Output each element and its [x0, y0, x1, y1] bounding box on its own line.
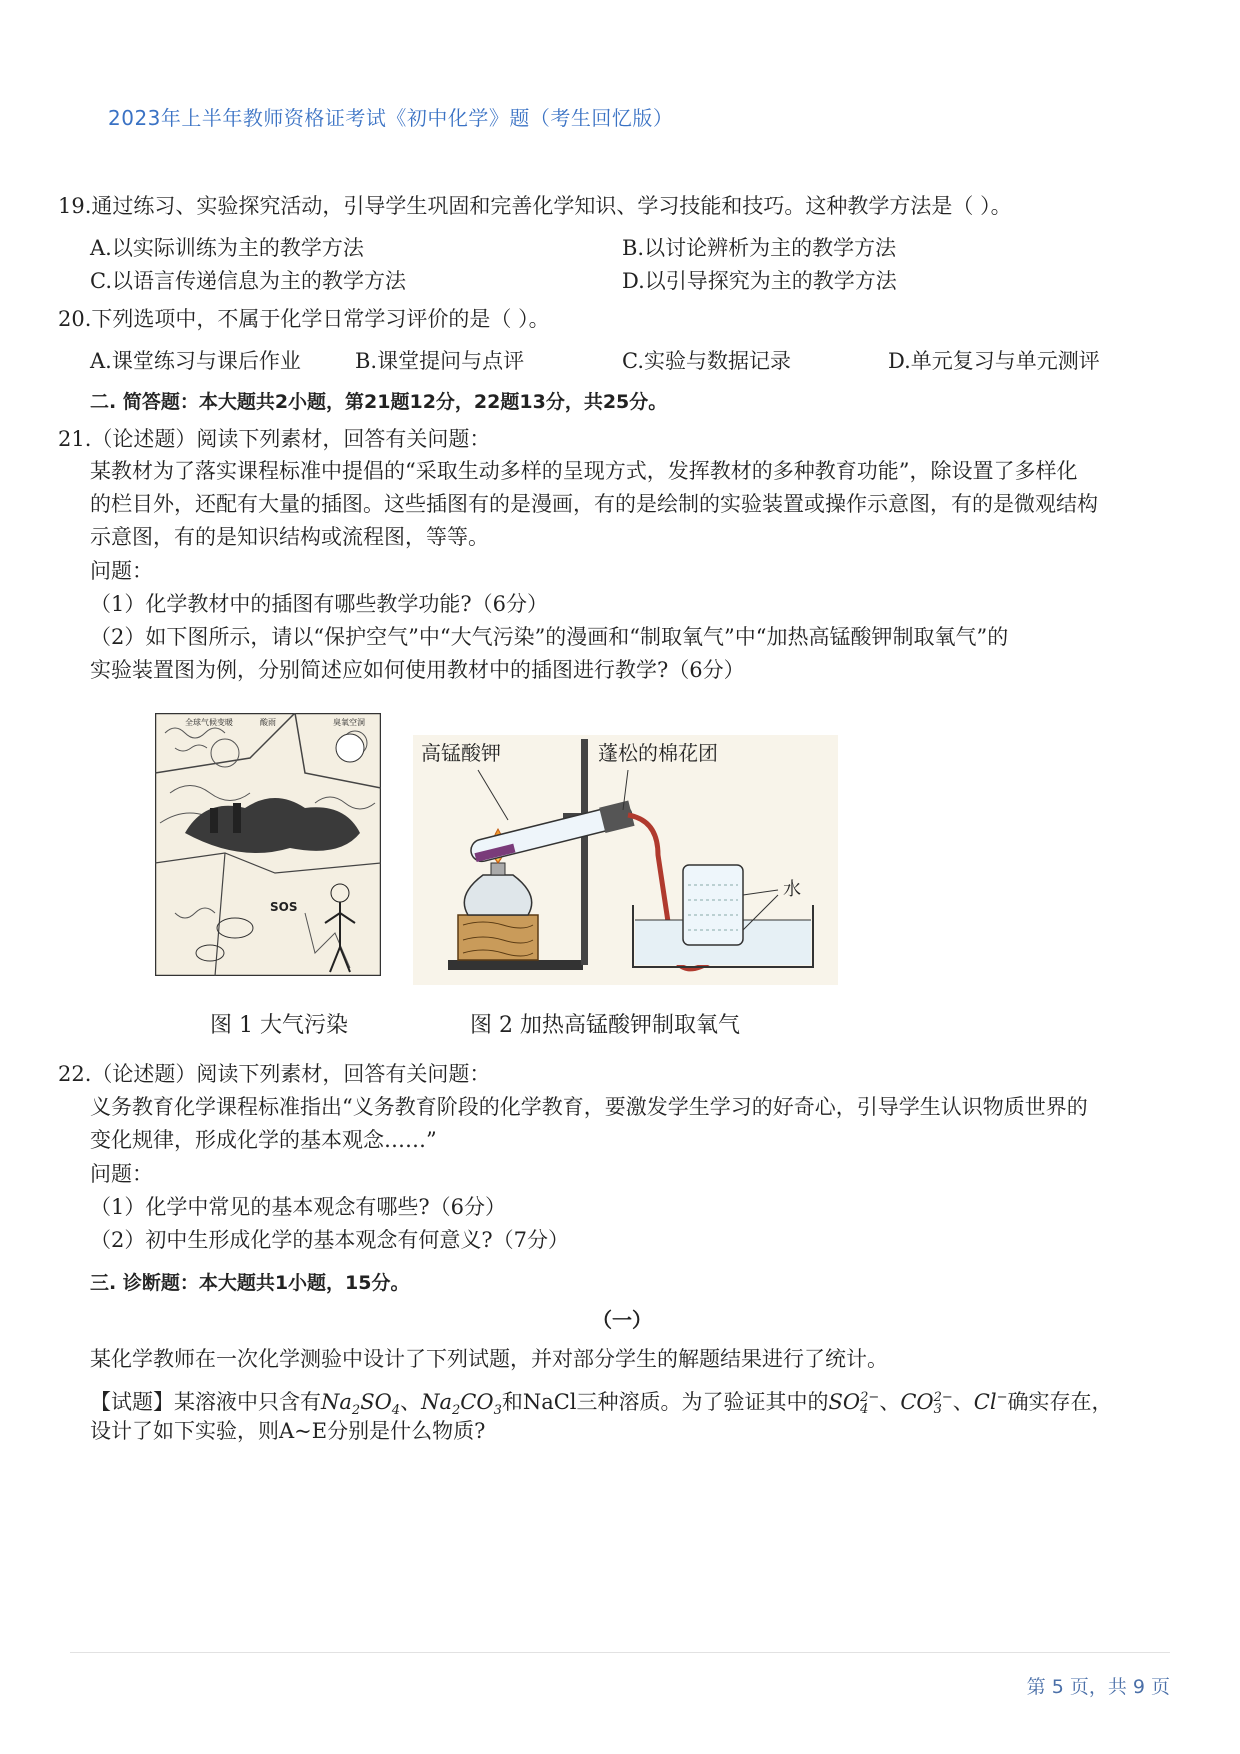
q20-stem: 20.下列选项中，不属于化学日常学习评价的是（ ）。 [58, 307, 550, 331]
figure-1-air-pollution-cartoon [155, 713, 381, 976]
fig2-label-cotton: 蓬松的棉花团 [598, 741, 718, 765]
kmno4-heating-apparatus-illustration [413, 735, 838, 985]
q22-wenti-label: 问题： [90, 1162, 153, 1186]
fig1-label-acid-rain: 酸雨 [260, 718, 276, 727]
q19-option-b: B.以讨论辨析为主的教学方法 [622, 236, 897, 260]
q20-option-c: C.实验与数据记录 [622, 349, 791, 373]
q22-sub-question-1: （1）化学中常见的基本观念有哪些?（6分） [90, 1195, 506, 1219]
part-one-heading: （一） [592, 1308, 652, 1332]
document-header-title: 2023年上半年教师资格证考试《初中化学》题（考生回忆版） [108, 106, 674, 130]
q20-option-b: B.课堂提问与点评 [355, 349, 525, 373]
q21-wenti-label: 问题： [90, 559, 153, 583]
q19-option-d: D.以引导探究为主的教学方法 [622, 269, 897, 293]
fig2-label-kmno4: 高锰酸钾 [421, 741, 501, 765]
q21-sub-question-2b: 实验装置图为例，分别简述应如何使用教材中的插图进行教学?（6分） [90, 658, 745, 682]
q21-sub-question-2a: （2）如下图所示，请以“保护空气”中“大气污染”的漫画和“制取氧气”中“加热高锰酸钾制取氧气”的 [90, 625, 1009, 649]
ion-chloride: Cl− [973, 1390, 1008, 1414]
air-pollution-illustration [155, 713, 381, 976]
q19-option-c: C.以语言传递信息为主的教学方法 [90, 269, 406, 293]
section-3-heading: 三. 诊断题：本大题共1小题，15分。 [90, 1272, 410, 1294]
figure-1-caption: 图 1 大气污染 [210, 1013, 348, 1038]
q23-intro: 某化学教师在一次化学测验中设计了下列试题，并对部分学生的解题结果进行了统计。 [90, 1347, 888, 1371]
q21-material-line-1: 某教材为了落实课程标准中提倡的“采取生动多样的呈现方式，发挥教材的多种教育功能”，除设置了多样化 [90, 459, 1078, 483]
footer-divider [70, 1652, 1170, 1653]
q19-option-a: A.以实际训练为主的教学方法 [90, 236, 364, 260]
page-number: 第 5 页，共 9 页 [1026, 1676, 1170, 1698]
section-2-heading: 二. 简答题：本大题共2小题，第21题12分，22题13分，共25分。 [90, 391, 668, 413]
fig1-label-sos: SOS [270, 900, 298, 914]
ion-sulfate: SO 2− 4 [828, 1389, 880, 1417]
fig2-label-water: 水 [783, 879, 801, 900]
q21-stem: 21.（论述题）阅读下列素材，回答有关问题： [58, 427, 491, 451]
q21-material-line-2: 的栏目外，还配有大量的插图。这些插图有的是漫画，有的是绘制的实验装置或操作示意图，有的是微观结构 [90, 492, 1098, 516]
q23-stem-line-1: 【试题】某溶液中只含有$Na_2SO_4$、$Na_2CO_3$和NaCl三种溶质。为了验证其中的SO 2− 4 、CO 2− 3 、Cl−确实存在， [90, 1389, 1113, 1419]
figure-2-oxygen-apparatus [413, 735, 838, 985]
q23-stem-line-2: 设计了如下实验，则A~E分别是什么物质? [90, 1419, 486, 1443]
ion-carbonate: CO 2− 3 [900, 1389, 953, 1417]
fig1-label-ozone: 臭氧空洞 [333, 718, 365, 727]
q21-sub-question-1: （1）化学教材中的插图有哪些教学功能?（6分） [90, 592, 548, 616]
formula-na2co3: $Na_2CO_3$ [421, 1390, 502, 1419]
q21-material-line-3: 示意图，有的是知识结构或流程图，等等。 [90, 525, 489, 549]
fig1-label-climate: 全球气候变暖 [185, 718, 233, 727]
q20-option-a: A.课堂练习与课后作业 [90, 349, 301, 373]
q22-sub-question-2: （2）初中生形成化学的基本观念有何意义?（7分） [90, 1228, 569, 1252]
q20-option-d: D.单元复习与单元测评 [888, 349, 1100, 373]
figure-2-caption: 图 2 加热高锰酸钾制取氧气 [470, 1013, 740, 1038]
q22-material-line-2: 变化规律，形成化学的基本观念……” [90, 1128, 437, 1152]
formula-na2so4: $Na_2SO_4$ [321, 1390, 401, 1419]
q19-stem: 19.通过练习、实验探究活动，引导学生巩固和完善化学知识、学习技能和技巧。这种教学方法是（ ）。 [58, 194, 1012, 218]
q22-stem: 22.（论述题）阅读下列素材，回答有关问题： [58, 1062, 491, 1086]
q22-material-line-1: 义务教育化学课程标准指出“义务教育阶段的化学教育，要激发学生学习的好奇心，引导学生认识物质世界的 [90, 1095, 1088, 1119]
